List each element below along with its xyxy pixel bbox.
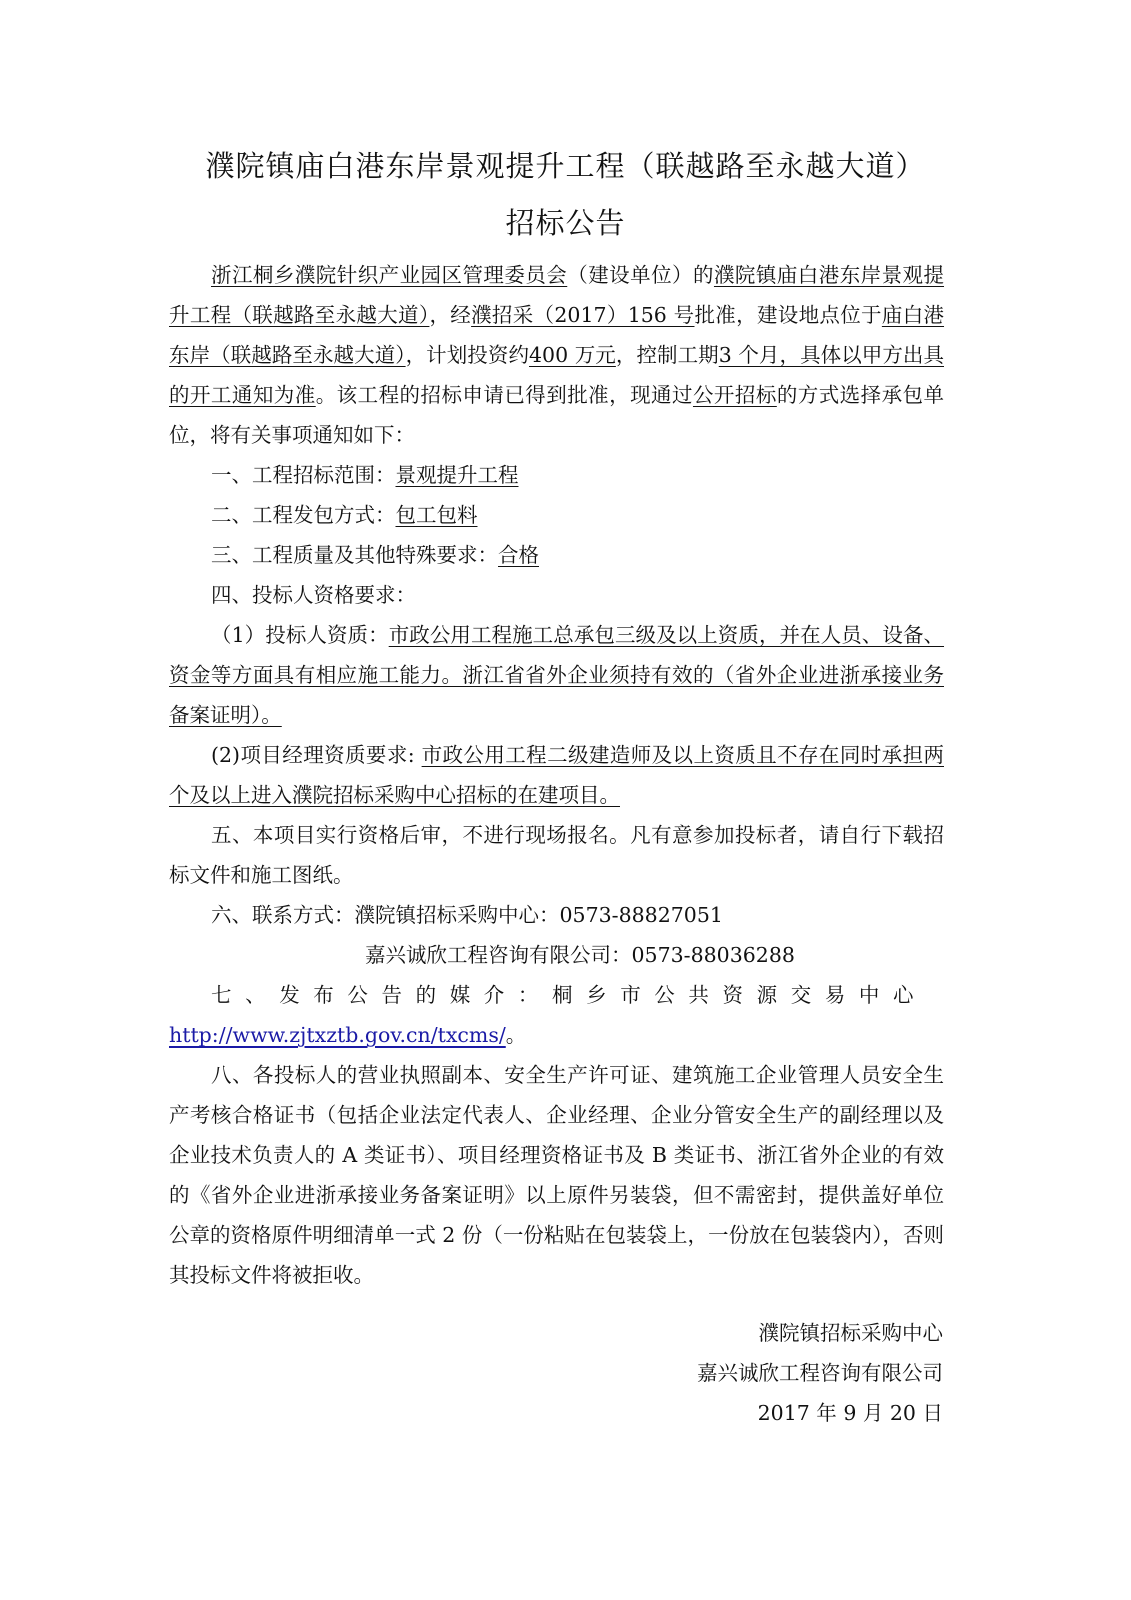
item-documents: 八、各投标人的营业执照副本、安全生产许可证、建筑施工企业管理人员安全生产考核合格证书（包括企业法定代表人、企业经理、企业分管安全生产的副经理以及企业技术负责人的 A 类证书）、项目经理资格证书及 B 类证书、浙江省外企业的有效的《省外企业进浙承接业务备案证明》以上原件另装袋，但不需密封，提供盖好单位公章的资格原件明细清单一式 2 份（一份粘贴在包装袋上，一份放在包装袋内），否则其投标文件将被拒收。 [169,1063,944,1287]
scope-value: 景观提升工程 [395,463,519,487]
item-contact-second: 嘉兴诚欣工程咨询有限公司：0573-88036288 [365,943,795,967]
media-link[interactable]: http://www.zjtxztb.gov.cn/txcms/ [169,1023,506,1047]
item-post-qualification: 五、本项目实行资格后审，不进行现场报名。凡有意参加投标者，请自行下载招标文件和施工图纸。 [169,823,944,887]
item-contact: 六、联系方式：濮院镇招标采购中心：0573-88827051 [211,903,723,927]
item-manager-qualification: (2)项目经理资质要求: 市政公用工程二级建造师及以上资质且不存在同时承担两个及以上进入濮院招标采购中心招标的在建项目。 [169,743,944,807]
signature-date: 2017 年 9 月 20 日 [757,1401,943,1425]
investment-amount: 400 万元 [529,343,616,367]
construction-duration: 3 个月，具体以甲方出具的开工通知为准 [169,343,944,407]
project-name: 濮院镇庙白港东岸景观提升工程（联越路至永越大道） [169,263,945,327]
tender-method: 公开招标 [692,383,777,407]
item-contract-method: 二、工程发包方式：包工包料 [211,503,478,527]
item-media-link-line: http://www.zjtxztb.gov.cn/txcms/。 [169,1023,527,1047]
intro-paragraph: 浙江桐乡濮院针织产业园区管理委员会（建设单位）的濮院镇庙白港东岸景观提升工程（联越路至永越大道），经濮招采（2017）156 号批准，建设地点位于庙白港东岸（联越路至永越大道），计划投资约400 万元，控制工期3 个月，具体以甲方出具的开工通知为准。该工程的招标申请已得到批准，现通过公开招标的方式选择承包单位，将有关事项通知如下： [169,263,945,447]
owner-name: 浙江桐乡濮院针织产业园区管理委员会 [211,263,568,287]
signature-org-1: 濮院镇招标采购中心 [758,1321,943,1345]
item-media: 七、发布公告的媒介：桐乡市公共资源交易中心 [211,983,928,1007]
document-subtitle: 招标公告 [505,206,626,240]
quality-value: 合格 [498,543,539,567]
item-qualification-heading: 四、投标人资格要求： [211,583,416,607]
item-quality: 三、工程质量及其他特殊要求：合格 [211,543,539,567]
item-bidder-qualification: （1）投标人资质：市政公用工程施工总承包三级及以上资质，并在人员、设备、资金等方面具有相应施工能力。浙江省省外企业须持有效的（省外企业进浙承接业务备案证明）。 [169,623,945,727]
approval-number: 濮招采（2017）156 号 [471,303,695,327]
manager-qualification-value: 市政公用工程二级建造师及以上资质且不存在同时承担两个及以上进入濮院招标采购中心招标的在建项目。 [169,743,944,807]
item-scope: 一、工程招标范围：景观提升工程 [211,463,519,487]
document-title: 濮院镇庙白港东岸景观提升工程（联越路至永越大道） [205,149,926,183]
signature-org-2: 嘉兴诚欣工程咨询有限公司 [697,1361,943,1385]
contract-value: 包工包料 [395,503,478,527]
project-location: 庙白港东岸（联越路至永越大道） [169,303,945,367]
signature-block [697,1313,943,1433]
bidder-qualification-value: 市政公用工程施工总承包三级及以上资质，并在人员、设备、资金等方面具有相应施工能力。浙江省省外企业须持有效的（省外企业进浙承接业务备案证明）。 [169,623,945,727]
announcement-body [169,255,944,1295]
